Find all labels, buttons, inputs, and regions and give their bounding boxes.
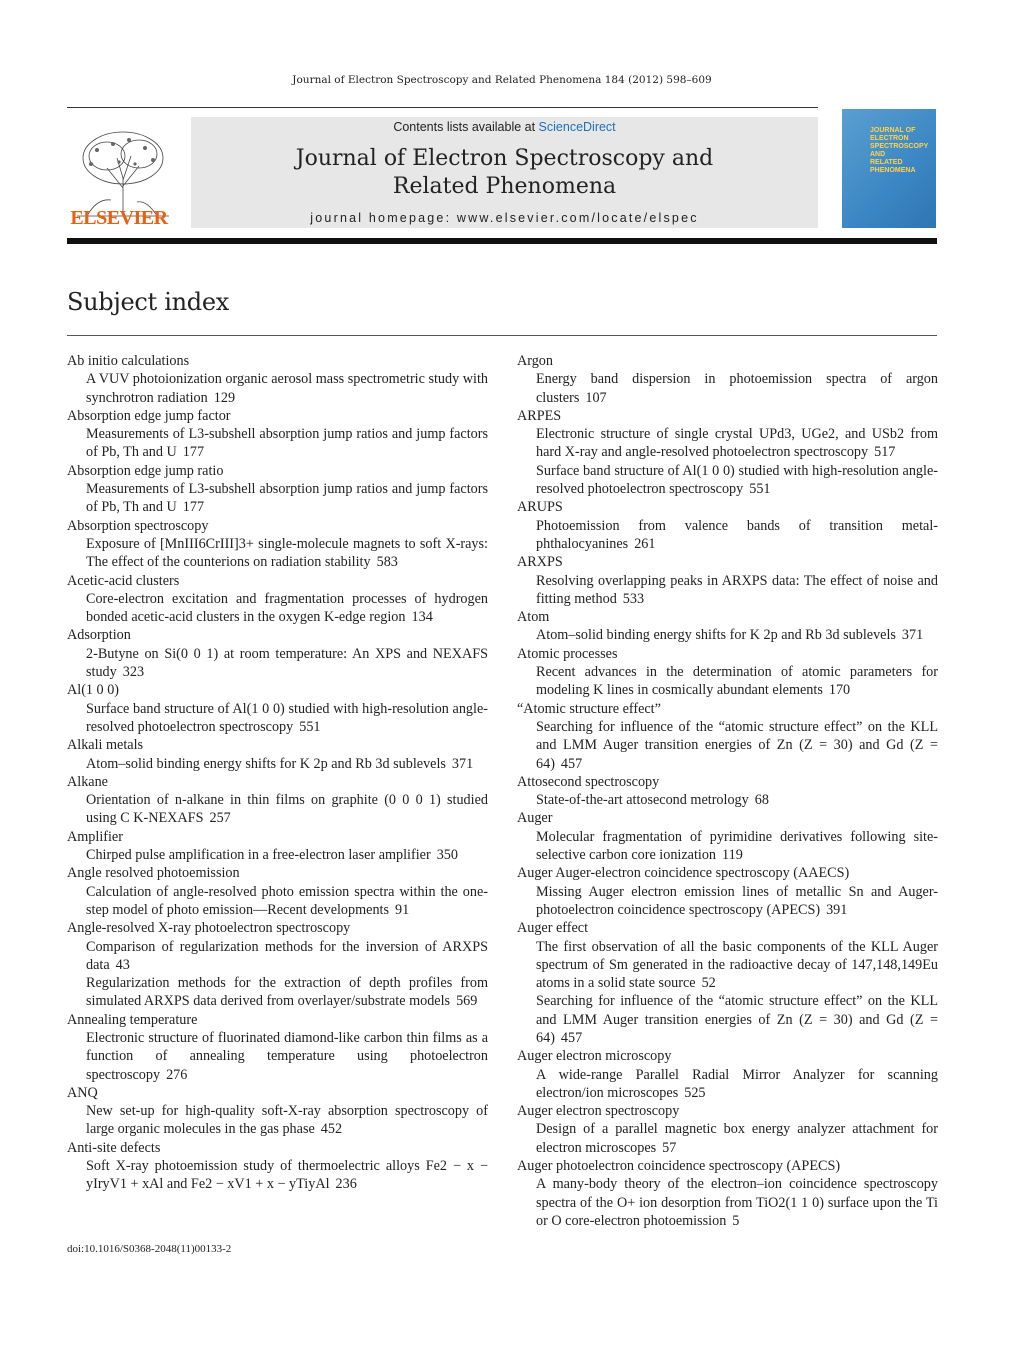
index-entry bbox=[86, 1157, 488, 1194]
index-entry bbox=[536, 663, 938, 700]
index-term: Annealing temperature bbox=[67, 1011, 198, 1028]
entry-title: Missing Auger electron emission lines of metallic Sn and Auger-photoelectron coincidence spectroscopy (APECS) bbox=[536, 883, 938, 918]
index-entry bbox=[86, 974, 488, 1011]
entry-title: A wide-range Parallel Radial Mirror Analyzer for scanning electron/ion microscopes bbox=[536, 1066, 938, 1101]
entry-page-link[interactable]: 457 bbox=[560, 755, 583, 772]
entry-title: Resolving overlapping peaks in ARXPS data: The effect of noise and fitting method bbox=[536, 572, 938, 607]
entry-title: A many-body theory of the electron–ion coincidence spectroscopy spectra of the O+ ion desorption from TiO2(1 1 0) surface upon the Ti or O core-electron photoemission bbox=[536, 1176, 938, 1229]
cover-text-line: ELECTRON bbox=[870, 135, 909, 142]
entry-title: Chirped pulse amplification in a free-electron laser amplifier bbox=[86, 847, 431, 864]
index-term: ARUPS bbox=[517, 499, 563, 516]
cover-text-line: RELATED PHENOMENA bbox=[870, 159, 916, 174]
entry-title: Searching for influence of the “atomic structure effect” on the KLL and LMM Auger transition energies of Zn (Z = 30) and Gd (Z = 64) bbox=[536, 718, 938, 772]
elsevier-wordmark: ELSEVIER bbox=[70, 207, 168, 229]
entry-page-link[interactable]: 57 bbox=[662, 1139, 677, 1156]
index-column-right bbox=[517, 352, 938, 1230]
entry-page-link[interactable]: 134 bbox=[411, 609, 433, 626]
entry-page-link[interactable]: 371 bbox=[901, 627, 924, 644]
index-term: Al(1 0 0) bbox=[67, 682, 120, 699]
index-term: Amplifier bbox=[67, 828, 123, 845]
journal-title-line2: Related Phenomena bbox=[392, 174, 617, 199]
index-entry bbox=[86, 370, 488, 407]
index-term: ARPES bbox=[517, 407, 562, 424]
contents-prefix: Contents lists available at bbox=[393, 120, 539, 134]
entry-page-link[interactable]: 257 bbox=[209, 810, 231, 827]
entry-page-link[interactable]: 551 bbox=[299, 718, 321, 735]
entry-page-link[interactable]: 525 bbox=[684, 1084, 706, 1101]
index-entry bbox=[536, 1120, 938, 1157]
index-term: ARXPS bbox=[517, 554, 563, 571]
index-entry bbox=[86, 425, 488, 462]
entry-title: Energy band dispersion in photoemission spectra of argon clusters bbox=[536, 371, 938, 406]
index-term: Absorption spectroscopy bbox=[67, 517, 209, 534]
index-term: Auger electron microscopy bbox=[517, 1048, 672, 1065]
index-term: Auger effect bbox=[517, 920, 589, 937]
entry-page-link[interactable]: 170 bbox=[828, 682, 851, 699]
entry-title: Soft X-ray photoemission study of thermoelectric alloys Fe2 − x − yIryV1 + xAl and Fe2 − xV1 + x − yTiyAl bbox=[86, 1158, 488, 1193]
journal-banner bbox=[191, 117, 818, 228]
entry-page-link[interactable]: 371 bbox=[451, 755, 474, 772]
journal-title-line1: Journal of Electron Spectroscopy and bbox=[295, 146, 714, 171]
index-term: Argon bbox=[517, 353, 553, 369]
index-term: Auger photoelectron coincidence spectroscopy (APECS) bbox=[517, 1158, 841, 1175]
entry-title: 2-Butyne on Si(0 0 1) at room temperature: An XPS and NEXAFS study bbox=[86, 645, 488, 681]
index-column-left bbox=[67, 352, 488, 1194]
index-term: Alkane bbox=[67, 773, 108, 790]
cover-text-line: JOURNAL OF bbox=[870, 127, 916, 134]
entry-title: Recent advances in the determination of atomic parameters for modeling K lines in cosmically abundant elements bbox=[536, 664, 938, 699]
index-term: Atom bbox=[517, 609, 550, 626]
journal-homepage[interactable]: journal homepage: www.elsevier.com/locate/elspec bbox=[310, 211, 699, 225]
index-entry bbox=[536, 626, 938, 644]
entry-page-link[interactable]: 551 bbox=[749, 481, 771, 498]
contents-line bbox=[191, 120, 818, 134]
entry-title: Atom–solid binding energy shifts for K 2p and Rb 3d sublevels bbox=[536, 627, 896, 644]
index-entry bbox=[86, 883, 488, 920]
entry-title: Surface band structure of Al(1 0 0) studied with high-resolution angle-resolved photoelectron spectroscopy bbox=[536, 462, 938, 498]
entry-page-link[interactable]: 452 bbox=[320, 1121, 343, 1138]
index-entry bbox=[86, 590, 488, 627]
entry-page-link[interactable]: 43 bbox=[115, 956, 130, 973]
entry-page-link[interactable]: 350 bbox=[436, 847, 458, 864]
index-term: Ab initio calculations bbox=[67, 353, 190, 369]
index-term: Atomic processes bbox=[517, 645, 618, 662]
masthead-rule bbox=[67, 107, 818, 108]
running-header: Journal of Electron Spectroscopy and Related Phenomena 184 (2012) 598–609 bbox=[292, 74, 712, 86]
index-entry bbox=[86, 480, 488, 517]
entry-page-link[interactable]: 177 bbox=[182, 444, 205, 461]
entry-page-link[interactable]: 5 bbox=[732, 1212, 740, 1229]
entry-title: Photoemission from valence bands of transition metal-phthalocyanines bbox=[536, 517, 938, 552]
index-entry bbox=[536, 883, 938, 920]
entry-page-link[interactable]: 52 bbox=[701, 975, 716, 992]
index-term: Anti-site defects bbox=[67, 1139, 161, 1156]
index-entry bbox=[86, 1102, 488, 1139]
entry-title: Surface band structure of Al(1 0 0) studied with high-resolution angle-resolved photoelectron spectroscopy bbox=[86, 700, 488, 735]
index-entry bbox=[536, 517, 938, 554]
index-entry bbox=[536, 572, 938, 609]
index-entry bbox=[86, 700, 488, 737]
index-entry bbox=[536, 992, 938, 1047]
index-entry bbox=[536, 718, 938, 773]
index-term: Auger electron spectroscopy bbox=[517, 1103, 680, 1120]
index-entry bbox=[536, 370, 938, 407]
index-entry bbox=[86, 755, 488, 773]
entry-title: Design of a parallel magnetic box energy analyzer attachment for electron microscopes bbox=[536, 1121, 938, 1156]
entry-title: The first observation of all the basic components of the KLL Auger spectrum of Sm generated in the radioactive decay of 147,148,149Eu atoms in a solid state source bbox=[536, 938, 938, 992]
index-entry bbox=[86, 645, 488, 682]
index-term: Absorption edge jump ratio bbox=[67, 462, 224, 479]
entry-title: Measurements of L3-subshell absorption jump ratios and jump factors of Pb, Th and U bbox=[86, 426, 488, 461]
index-entry bbox=[536, 938, 938, 993]
entry-page-link[interactable]: 119 bbox=[722, 847, 743, 864]
index-term: Acetic-acid clusters bbox=[67, 572, 180, 589]
journal-cover-image bbox=[842, 109, 936, 228]
entry-page-link[interactable]: 177 bbox=[182, 499, 205, 516]
index-term: Angle-resolved X-ray photoelectron spectroscopy bbox=[67, 920, 351, 937]
cover-text-line: AND bbox=[870, 151, 886, 158]
entry-title: Regularization methods for the extraction of depth profiles from simulated ARXPS data derived from overlayer/substrate models bbox=[86, 975, 488, 1010]
index-term: ANQ bbox=[67, 1084, 98, 1101]
index-entry bbox=[536, 462, 938, 499]
entry-page-link[interactable]: 276 bbox=[166, 1066, 188, 1083]
entry-page-link[interactable]: 517 bbox=[874, 444, 896, 461]
entry-page-link[interactable]: 68 bbox=[754, 792, 769, 809]
header-thick-rule bbox=[67, 238, 937, 244]
entry-title: Core-electron excitation and fragmentation processes of hydrogen bonded acetic-acid clusters in the oxygen K-edge region bbox=[86, 590, 488, 626]
entry-page-link[interactable]: 457 bbox=[560, 1029, 583, 1046]
cover-text-line: SPECTROSCOPY bbox=[870, 143, 929, 150]
index-term: Angle resolved photoemission bbox=[67, 865, 240, 882]
entry-title: Measurements of L3-subshell absorption jump ratios and jump factors of Pb, Th and U bbox=[86, 481, 488, 516]
entry-title: Atom–solid binding energy shifts for K 2p and Rb 3d sublevels bbox=[86, 755, 446, 772]
entry-title: Comparison of regularization methods for the inversion of ARXPS data bbox=[86, 938, 488, 973]
entry-page-link[interactable]: 533 bbox=[622, 590, 645, 607]
entry-title: State-of-the-art attosecond metrology bbox=[536, 792, 749, 809]
doi[interactable]: doi:10.1016/S0368-2048(11)00133-2 bbox=[67, 1243, 232, 1255]
entry-title: Exposure of [MnIII6CrIII]3+ single-molecule magnets to soft X-rays: The effect of the counterions on radiation stability bbox=[86, 535, 488, 571]
index-entry bbox=[86, 846, 488, 864]
journal-title bbox=[191, 145, 818, 201]
entry-title: Electronic structure of fluorinated diamond-like carbon thin films as a function of annealing temperature using photoelectron spectroscopy bbox=[86, 1029, 488, 1083]
entry-title: Electronic structure of single crystal UPd3, UGe2, and USb2 from hard X-ray and angle-resolved photoelectron spectroscopy bbox=[536, 426, 938, 461]
index-term: Attosecond spectroscopy bbox=[517, 773, 660, 790]
index-entry bbox=[536, 1066, 938, 1103]
entry-page-link[interactable]: 91 bbox=[395, 901, 410, 918]
index-term: Adsorption bbox=[67, 627, 131, 644]
index-entry bbox=[86, 1029, 488, 1084]
entry-page-link[interactable]: 323 bbox=[122, 664, 145, 681]
page-title: Subject index bbox=[67, 288, 229, 316]
entry-page-link[interactable]: 569 bbox=[456, 993, 478, 1010]
entry-title: Orientation of n-alkane in thin films on graphite (0 0 0 1) studied using C K-NEXAFS bbox=[86, 792, 488, 827]
entry-page-link[interactable]: 583 bbox=[376, 554, 398, 571]
index-entry bbox=[86, 938, 488, 975]
index-entry bbox=[86, 535, 488, 572]
entry-title: Searching for influence of the “atomic structure effect” on the KLL and LMM Auger transition energies of Zn (Z = 30) and Gd (Z = 64) bbox=[536, 993, 938, 1046]
index-entry bbox=[536, 791, 938, 809]
index-term: Auger Auger-electron coincidence spectroscopy (AAECS) bbox=[517, 865, 850, 882]
index-term: “Atomic structure effect” bbox=[517, 700, 661, 717]
entry-page-link[interactable]: 261 bbox=[634, 535, 656, 552]
entry-title: A VUV photoionization organic aerosol mass spectrometric study with synchrotron radiation bbox=[86, 371, 488, 406]
cover-title-text bbox=[870, 127, 928, 215]
entry-page-link[interactable]: 129 bbox=[213, 389, 236, 406]
title-rule bbox=[67, 335, 937, 336]
index-term: Absorption edge jump factor bbox=[67, 407, 231, 424]
entry-title: New set-up for high-quality soft-X-ray absorption spectroscopy of large organic molecules in the gas phase bbox=[86, 1103, 488, 1138]
index-term: Alkali metals bbox=[67, 737, 144, 754]
index-entry bbox=[86, 791, 488, 828]
entry-page-link[interactable]: 236 bbox=[335, 1176, 357, 1193]
entry-page-link[interactable]: 391 bbox=[826, 901, 848, 918]
index-entry bbox=[536, 828, 938, 865]
entry-title: Molecular fragmentation of pyrimidine derivatives following site-selective carbon core ionization bbox=[536, 828, 938, 864]
index-entry bbox=[536, 425, 938, 462]
sciencedirect-link[interactable]: ScienceDirect bbox=[538, 120, 616, 134]
index-entry bbox=[536, 1175, 938, 1230]
entry-title: Calculation of angle-resolved photo emission spectra within the one-step model of photo emission—Recent developments bbox=[86, 883, 488, 918]
entry-page-link[interactable]: 107 bbox=[585, 389, 607, 406]
index-term: Auger bbox=[517, 810, 553, 827]
